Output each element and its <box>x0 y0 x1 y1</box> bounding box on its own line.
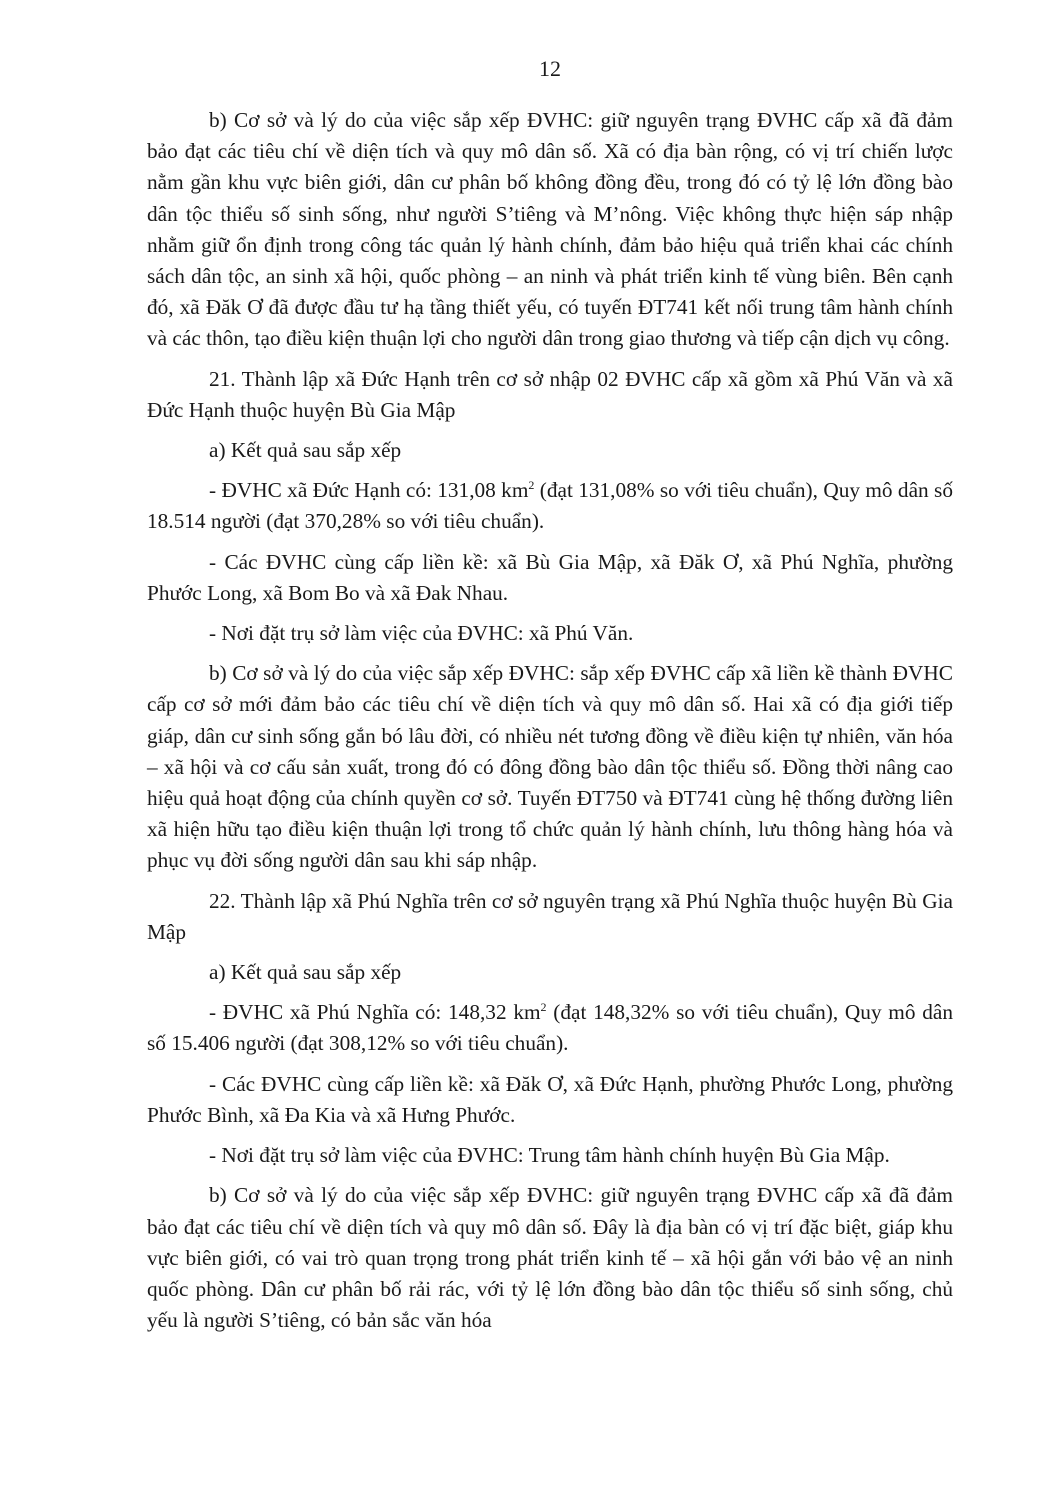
page-number: 12 <box>539 56 561 81</box>
heading-section-21: 21. Thành lập xã Đức Hạnh trên cơ sở nhập 02 ĐVHC cấp xã gồm xã Phú Văn và xã Đức Hạnh thuộc huyện Bù Gia Mập <box>147 366 953 422</box>
document-body <box>147 105 953 1345</box>
area-21-superscript: 2 <box>528 478 535 493</box>
paragraph-22-office: - Nơi đặt trụ sở làm việc của ĐVHC: Trung tâm hành chính huyện Bù Gia Mập. <box>209 1143 890 1168</box>
subheading-22a: a) Kết quả sau sắp xếp <box>209 960 402 985</box>
paragraph-22-area <box>147 997 953 1059</box>
paragraph-21-office: - Nơi đặt trụ sở làm việc của ĐVHC: xã Phú Văn. <box>209 621 634 646</box>
area-22-text: - ĐVHC xã Phú Nghĩa có: 148,32 km <box>209 1000 541 1025</box>
paragraph-21b: b) Cơ sở và lý do của việc sắp xếp ĐVHC: sắp xếp ĐVHC cấp xã liền kề thành ĐVHC cấp cơ sở mới đảm bảo các tiêu chí về diện tích và quy mô dân số. Hai xã có địa giới tiếp giáp, dân cư sinh sống gắn bó lâu đời, có nhiều nét tương đồng về điều kiện tự nhiên, văn hóa – xã hội và cơ cấu sản xuất, trong đó có đông đồng bào dân tộc thiểu số. Đồng thời nâng cao hiệu quả hoạt động của chính quyền cơ sở. Tuyến ĐT750 và ĐT741 cùng hệ thống đường liên xã hiện hữu tạo điều kiện thuận lợi trong tổ chức quản lý hành chính, lưu thông hàng hóa và phục vụ đời sống người dân sau khi sáp nhập. <box>147 661 953 873</box>
area-22-superscript: 2 <box>540 1000 547 1015</box>
area-21-text: - ĐVHC xã Đức Hạnh có: 131,08 km <box>209 478 529 503</box>
paragraph-22-adjacent: - Các ĐVHC cùng cấp liền kề: xã Đăk Ơ, xã Đức Hạnh, phường Phước Long, phường Phước Bình, xã Đa Kia và xã Hưng Phước. <box>147 1071 953 1127</box>
subheading-21a: a) Kết quả sau sắp xếp <box>209 438 402 463</box>
area-21-rest: (đạt 131,08% so với tiêu chuẩn), Quy mô dân số 18.514 người (đạt 370,28% so với tiêu chuẩn). <box>147 478 953 534</box>
paragraph-21-area <box>147 475 953 537</box>
paragraph-20b: b) Cơ sở và lý do của việc sắp xếp ĐVHC: giữ nguyên trạng ĐVHC cấp xã đã đảm bảo đạt các tiêu chí về diện tích và quy mô dân số. Xã có địa bàn rộng, có vị trí chiến lược nằm gần khu vực biên giới, dân cư phân bố không đồng đều, trong đó có tỷ lệ lớn đồng bào dân tộc thiểu số sinh sống, như người S’tiêng và M’nông. Việc không thực hiện sáp nhập nhằm giữ ổn định trong công tác quản lý hành chính, đảm bảo hiệu quả triển khai các chính sách dân tộc, an sinh xã hội, quốc phòng – an ninh và phát triển kinh tế vùng biên. Bên cạnh đó, xã Đăk Ơ đã được đầu tư hạ tầng thiết yếu, có tuyến ĐT741 kết nối trung tâm hành chính và các thôn, tạo điều kiện thuận lợi cho người dân trong giao thương và tiếp cận dịch vụ công. <box>147 108 953 351</box>
area-22-rest: (đạt 148,32% so với tiêu chuẩn), Quy mô dân số 15.406 người (đạt 308,12% so với tiêu chuẩn). <box>147 1000 953 1056</box>
paragraph-22b: b) Cơ sở và lý do của việc sắp xếp ĐVHC: giữ nguyên trạng ĐVHC cấp xã đã đảm bảo đạt các tiêu chí về diện tích và quy mô dân số. Đây là địa bàn có vị trí đặc biệt, giáp khu vực biên giới, có vai trò quan trọng trong phát triển kinh tế – xã hội gắn với bảo vệ an ninh quốc phòng. Dân cư phân bố rải rác, với tỷ lệ lớn đồng bào dân tộc thiểu số sinh sống, chủ yếu là người S’tiêng, có bản sắc văn hóa <box>147 1183 953 1333</box>
heading-section-22: 22. Thành lập xã Phú Nghĩa trên cơ sở nguyên trạng xã Phú Nghĩa thuộc huyện Bù Gia Mập <box>147 888 953 944</box>
paragraph-21-adjacent: - Các ĐVHC cùng cấp liền kề: xã Bù Gia Mập, xã Đăk Ơ, xã Phú Nghĩa, phường Phước Long, xã Bom Bo và xã Đak Nhau. <box>147 549 953 605</box>
